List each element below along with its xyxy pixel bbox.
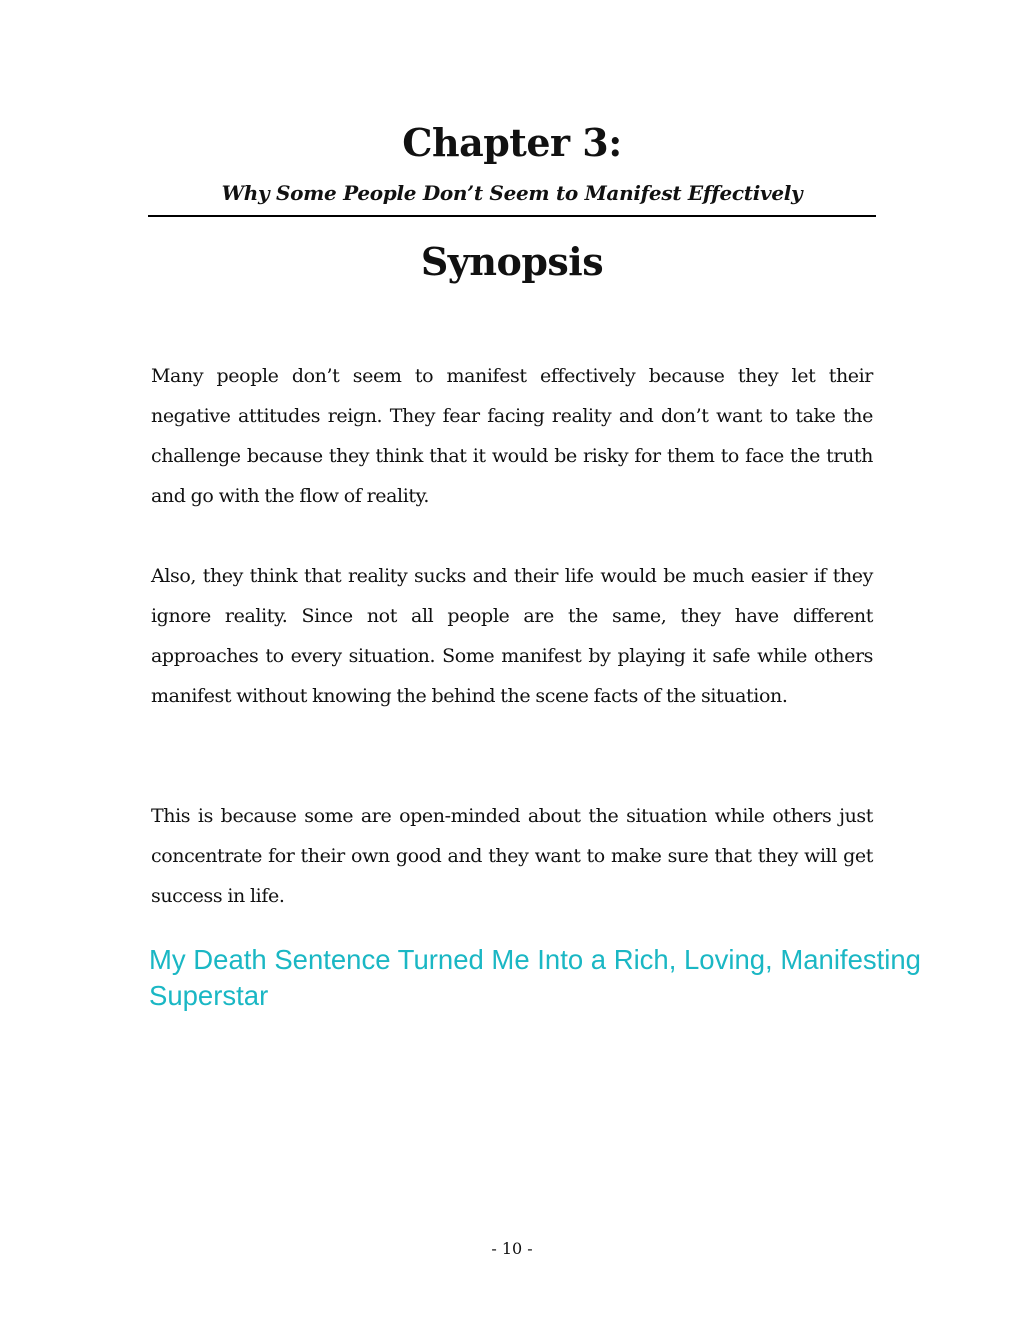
promo-link[interactable]: My Death Sentence Turned Me Into a Rich, Loving, Manifesting Superstar xyxy=(149,944,921,1011)
paragraph-2: Also, they think that reality sucks and their life would be much easier if they ignore reality. Since not all people are the same, they have different approaches to every situation. Some manifest by playing it safe while others manifest without knowing the behind the scene facts of the situation. xyxy=(151,565,873,707)
section-title: Synopsis xyxy=(420,239,604,284)
paragraph-3: This is because some are open-minded about the situation while others just concentrate for their own good and they want to make sure that they will get success in life. xyxy=(151,805,873,907)
paragraph-1: Many people don’t seem to manifest effectively because they let their negative attitudes reign. They fear facing reality and don’t want to take the challenge because they think that it would be risky for them to face the truth and go with the flow of reality. xyxy=(151,365,873,507)
chapter-title: Chapter 3: xyxy=(402,120,622,165)
chapter-subtitle: Why Some People Don’t Seem to Manifest Effectively xyxy=(221,181,803,205)
page-number: - 10 - xyxy=(491,1239,533,1258)
header-divider xyxy=(148,215,876,217)
